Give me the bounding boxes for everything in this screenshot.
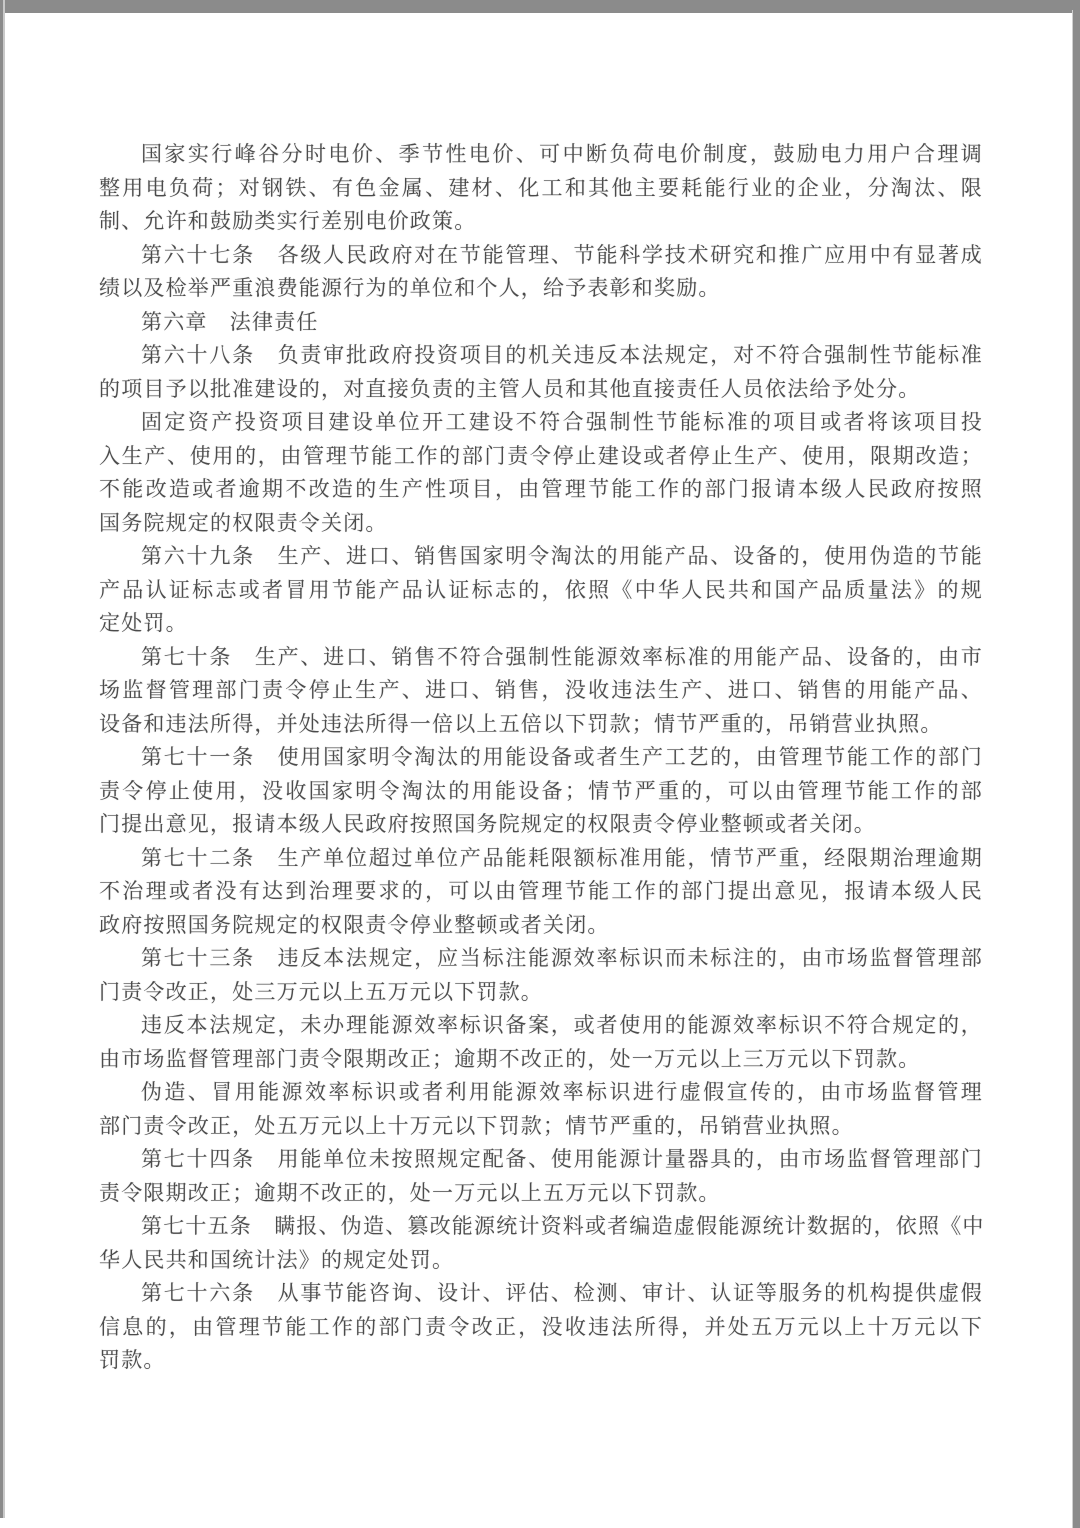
text-line: 信息的，由管理节能工作的部门责令改正，没收违法所得，并处五万元以上十万元以下	[99, 1314, 983, 1339]
text-line: 华人民共和国统计法》的规定处罚。	[99, 1247, 455, 1272]
text-line: 门提出意见，报请本级人民政府按照国务院规定的权限责令停业整顿或者关闭。	[99, 812, 876, 836]
text-line: 固定资产投资项目建设单位开工建设不符合强制性节能标准的项目或者将该项目投	[141, 410, 983, 434]
text-line: 不能改造或者逾期不改造的生产性项目，由管理节能工作的部门报请本级人民政府按照	[99, 477, 983, 501]
text-line: 绩以及检举严重浪费能源行为的单位和个人，给予表彰和奖励。	[99, 276, 721, 300]
text-line: 国务院规定的权限责令关闭。	[99, 510, 388, 535]
page-text	[99, 138, 983, 1378]
text-line: 责令限期改正；逾期不改正的，处一万元以上五万元以下罚款。	[99, 1180, 721, 1205]
chapter-heading-line: 第六章 法律责任	[141, 309, 319, 334]
text-line: 第六十九条 生产、进口、销售国家明令淘汰的用能产品、设备的，使用伪造的节能	[141, 544, 983, 568]
text-line: 第七十二条 生产单位超过单位产品能耗限额标准用能，情节严重，经限期治理逾期	[141, 845, 983, 870]
text-line: 定处罚。	[99, 611, 188, 635]
text-line: 第七十三条 违反本法规定，应当标注能源效率标识而未标注的，由市场监督管理部	[141, 946, 983, 970]
text-line: 第七十五条 瞒报、伪造、篡改能源统计资料或者编造虚假能源统计数据的，依照《中	[141, 1214, 985, 1238]
text-line: 整用电负荷；对钢铁、有色金属、建材、化工和其他主要耗能行业的企业，分淘汰、限	[99, 175, 983, 200]
text-line: 违反本法规定，未办理能源效率标识备案，或者使用的能源效率标识不符合规定的，	[141, 1013, 983, 1037]
text-line: 政府按照国务院规定的权限责令停业整顿或者关闭。	[99, 912, 610, 937]
text-line: 部门责令改正，处五万元以上十万元以下罚款；情节严重的，吊销营业执照。	[99, 1113, 854, 1138]
text-line: 罚款。	[99, 1348, 166, 1372]
text-line: 设备和违法所得，并处违法所得一倍以上五倍以下罚款；情节严重的，吊销营业执照。	[99, 711, 943, 736]
text-line: 第六十八条 负责审批政府投资项目的机关违反本法规定，对不符合强制性节能标准	[141, 343, 983, 367]
text-line: 国家实行峰谷分时电价、季节性电价、可中断负荷电价制度，鼓励电力用户合理调	[141, 142, 983, 166]
scan-edge-right	[1072, 10, 1080, 1528]
text-line: 门责令改正，处三万元以上五万元以下罚款。	[99, 979, 543, 1004]
text-line: 由市场监督管理部门责令限期改正；逾期不改正的，处一万元以上三万元以下罚款。	[99, 1046, 921, 1071]
text-line: 入生产、使用的，由管理节能工作的部门责令停止建设或者停止生产、使用，限期改造；	[99, 443, 983, 468]
text-line: 第七十一条 使用国家明令淘汰的用能设备或者生产工艺的，由管理节能工作的部门	[141, 745, 983, 769]
text-line: 不治理或者没有达到治理要求的，可以由管理节能工作的部门提出意见，报请本级人民	[99, 879, 983, 903]
text-line: 第七十条 生产、进口、销售不符合强制性能源效率标准的用能产品、设备的，由市	[141, 644, 983, 669]
text-line: 第七十六条 从事节能咨询、设计、评估、检测、审计、认证等服务的机构提供虚假	[141, 1281, 983, 1305]
text-line: 制、允许和鼓励类实行差别电价政策。	[99, 209, 477, 233]
text-line: 伪造、冒用能源效率标识或者利用能源效率标识进行虚假宣传的，由市场监督管理	[141, 1080, 983, 1104]
text-line: 第六十七条 各级人民政府对在节能管理、节能科学技术研究和推广应用中有显著成	[141, 242, 983, 267]
scan-edge-left	[0, 0, 5, 1518]
text-line: 责令停止使用，没收国家明令淘汰的用能设备；情节严重的，可以由管理节能工作的部	[99, 778, 983, 803]
text-line: 产品认证标志或者冒用节能产品认证标志的，依照《中华人民共和国产品质量法》的规	[99, 577, 983, 602]
scan-edge-top	[0, 0, 1080, 13]
text-line: 第七十四条 用能单位未按照规定配备、使用能源计量器具的，由市场监督管理部门	[141, 1147, 983, 1171]
text-line: 场监督管理部门责令停止生产、进口、销售，没收违法生产、进口、销售的用能产品、	[99, 678, 983, 702]
text-line: 的项目予以批准建设的，对直接负责的主管人员和其他直接责任人员依法给予处分。	[99, 376, 921, 401]
